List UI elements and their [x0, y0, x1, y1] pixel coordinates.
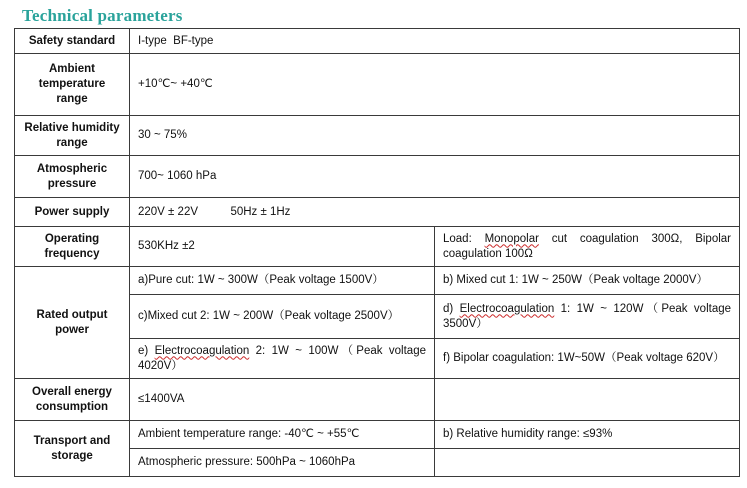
energy-consumption-value: ≤1400VA	[130, 379, 435, 421]
ambient-temperature-label: Ambient temperature range	[15, 54, 130, 116]
energy-consumption-label: Overall energy consumption	[15, 379, 130, 421]
table-row-power-supply	[15, 198, 740, 227]
atmospheric-pressure-label: Atmospheric pressure	[15, 156, 130, 198]
energy-consumption-empty	[435, 379, 740, 421]
table-row-atmospheric-pressure	[15, 156, 740, 198]
table-row-safety-standard	[15, 29, 740, 54]
operating-frequency-value: 530KHz ±2	[130, 227, 435, 267]
power-supply-voltage: 220V ± 22V	[138, 205, 199, 218]
mixed-cut-1-value: b) Mixed cut 1: 1W ~ 250W（Peak voltage 2000V）	[435, 267, 740, 295]
safety-standard-label: Safety standard	[15, 29, 130, 54]
relative-humidity-label: Relative humidity range	[15, 116, 130, 156]
table-row-transport-1	[15, 421, 740, 449]
power-supply-frequency: 50Hz ± 1Hz	[230, 205, 291, 218]
transport-pressure-value: Atmospheric pressure: 500hPa ~ 1060hPa	[130, 449, 435, 477]
safety-standard-value: I-type BF-type	[130, 29, 740, 54]
transport-ambient-value: Ambient temperature range: -40℃ ~ +55℃	[130, 421, 435, 449]
transport-empty	[435, 449, 740, 477]
table-row-rated-output-1	[15, 267, 740, 295]
table-row-relative-humidity	[15, 116, 740, 156]
electrocoagulation-2-value: e) Electrocoagulation 2: 1W ~ 100W（Peak voltage 4020V）	[130, 339, 435, 379]
bipolar-coagulation-value: f) Bipolar coagulation: 1W~50W（Peak voltage 620V）	[435, 339, 740, 379]
load-description: Load: Monopolar cut coagulation 300Ω, Bipolar coagulation 100Ω	[435, 227, 740, 267]
transport-storage-label: Transport and storage	[15, 421, 130, 477]
mixed-cut-2-value: c)Mixed cut 2: 1W ~ 200W（Peak voltage 2500V）	[130, 295, 435, 339]
spellcheck-word: Monopolar	[484, 232, 539, 245]
pure-cut-value: a)Pure cut: 1W ~ 300W（Peak voltage 1500V）	[130, 267, 435, 295]
electrocoagulation-1-value: d) Electrocoagulation 1: 1W ~ 120W（Peak voltage 3500V）	[435, 295, 740, 339]
transport-humidity-value: b) Relative humidity range: ≤93%	[435, 421, 740, 449]
spellcheck-word: Electrocoagulation	[154, 344, 250, 357]
power-supply-label: Power supply	[15, 198, 130, 227]
spellcheck-word: Electrocoagulation	[459, 302, 555, 315]
relative-humidity-value: 30 ~ 75%	[130, 116, 740, 156]
page-title: Technical parameters	[22, 6, 183, 25]
table-row-operating-frequency	[15, 227, 740, 267]
ambient-temperature-value: +10℃~ +40℃	[130, 54, 740, 116]
table-row-energy-consumption	[15, 379, 740, 421]
parameters-table	[14, 28, 740, 477]
atmospheric-pressure-value: 700~ 1060 hPa	[130, 156, 740, 198]
operating-frequency-label: Operating frequency	[15, 227, 130, 267]
rated-output-power-label: Rated output power	[15, 267, 130, 379]
table-row-ambient-temperature	[15, 54, 740, 116]
power-supply-value	[130, 198, 740, 227]
